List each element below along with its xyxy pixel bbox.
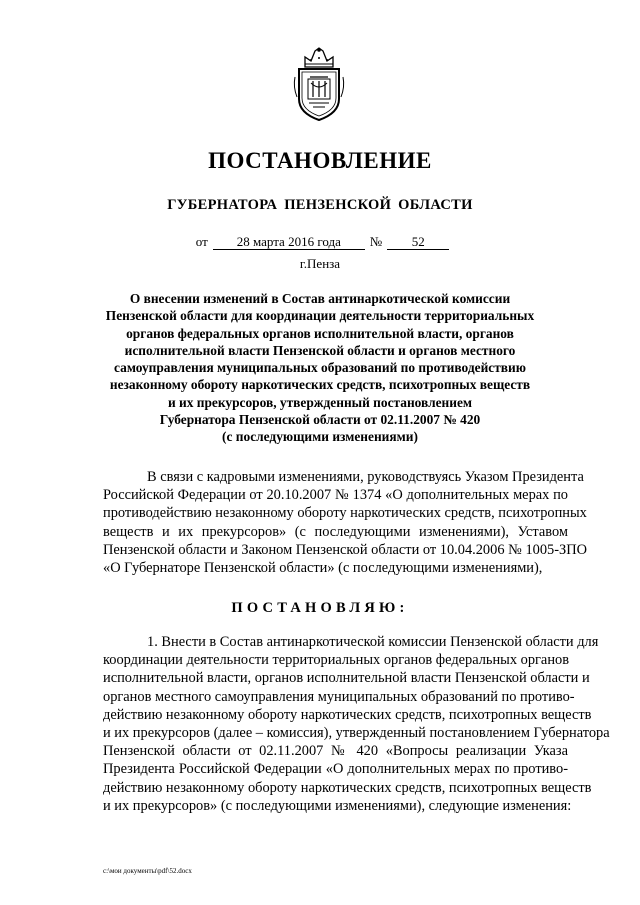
preamble-line: веществ и их прекурсоров» (с последующими изменениями), Уставом (103, 523, 568, 540)
heading-line: Пензенской области для координации деятельности территориальных (105, 308, 535, 324)
document-heading (100, 290, 540, 446)
item-1-line: органов местного самоуправления муниципальных образований по противо- (103, 688, 575, 705)
heading-line: и их прекурсоров, утвержденный постановлением (167, 394, 473, 410)
item-1-line: исполнительной власти, органов исполнительной власти Пензенской области и (103, 670, 590, 687)
heading-line: органов федеральных органов исполнительной власти, органов (126, 325, 514, 341)
preamble-line: «О Губернаторе Пензенской области» (с последующими изменениями), (103, 560, 543, 577)
item-1-paragraph (103, 633, 610, 815)
number-prefix: № (369, 234, 383, 249)
heading-line: незаконному обороту наркотических средств, психотропных веществ (109, 377, 531, 393)
file-path-footer: с:\мои документы\pdf\52.docx (103, 867, 192, 875)
document-number: 52 (387, 235, 449, 250)
item-1-line: Пензенской области от 02.11.2007 № 420 «Вопросы реализации Указа (103, 743, 568, 760)
item-1-line: действию незаконному обороту наркотических средств, психотропных веществ (103, 779, 592, 796)
heading-line: (с последующими изменениями) (222, 429, 418, 445)
preamble-line: противодействию незаконному обороту наркотических средств, психотропных (103, 505, 587, 522)
preamble-line: Российской Федерации от 20.10.2007 № 1374 «О дополнительных мерах по (103, 487, 568, 504)
item-1-line: и их прекурсоров (далее – комиссия), утвержденный постановлением Губернатора (103, 725, 610, 742)
document-date: 28 марта 2016 года (213, 235, 365, 250)
preamble-line: В связи с кадровыми изменениями, руководствуясь Указом Президента (147, 469, 584, 485)
item-1-line: и их прекурсоров» (с последующими изменениями), следующие изменения: (103, 797, 572, 814)
document-subtitle: ГУБЕРНАТОРА ПЕНЗЕНСКОЙ ОБЛАСТИ (167, 197, 473, 213)
item-1-line: действию незаконному обороту наркотических средств, психотропных веществ (103, 706, 592, 723)
document-city: г.Пенза (299, 256, 341, 271)
heading-line: исполнительной власти Пензенской области и органов местного (124, 342, 516, 358)
heading-line: О внесении изменений в Состав антинаркотической комиссии (129, 291, 511, 306)
date-line (0, 234, 640, 250)
decree-word: ПОСТАНОВЛЯЮ: (231, 600, 409, 616)
item-1-line: Президента Российской Федерации «О дополнительных мерах по противо- (103, 761, 568, 778)
coat-of-arms-icon (291, 47, 347, 122)
heading-line: Губернатора Пензенской области от 02.11.2007 № 420 (159, 412, 481, 428)
item-1-line: координации деятельности территориальных органов федеральных органов (103, 652, 570, 669)
preamble-paragraph (103, 468, 588, 577)
date-prefix: от (195, 234, 208, 249)
heading-line: самоуправления муниципальных образований по противодействию (114, 360, 526, 376)
preamble-line: Пензенской области и Законом Пензенской области от 10.04.2006 № 1005-ЗПО (103, 541, 588, 558)
document-title: ПОСТАНОВЛЕНИЕ (208, 148, 432, 173)
item-1-line: 1. Внести в Состав антинаркотической комиссии Пензенской области для (147, 634, 599, 650)
